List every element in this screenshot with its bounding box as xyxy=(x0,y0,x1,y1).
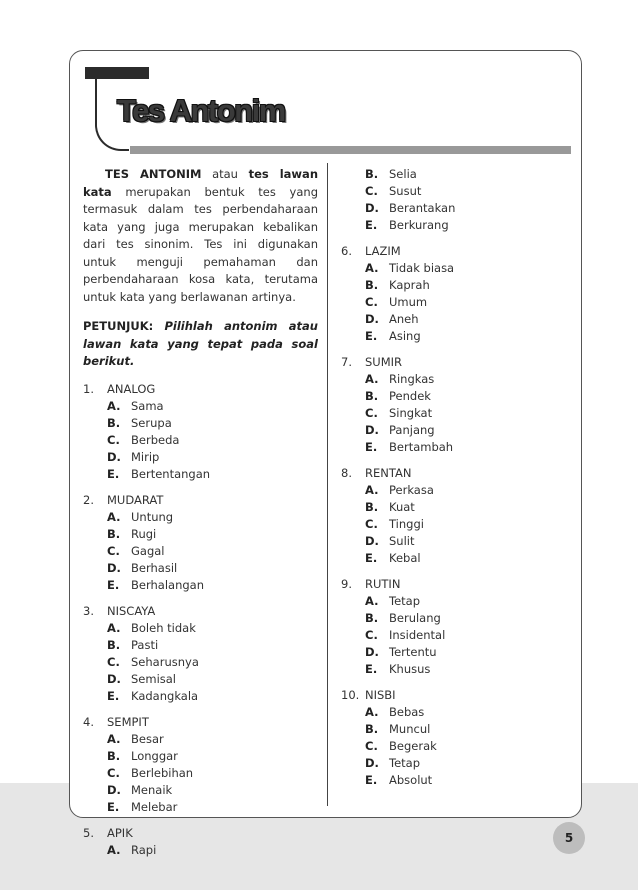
answer-option xyxy=(341,499,556,516)
option-text: Melebar xyxy=(131,799,178,814)
question-item xyxy=(341,354,556,456)
answer-option xyxy=(341,260,556,277)
option-letter: C. xyxy=(365,295,378,309)
option-letter: C. xyxy=(107,432,120,447)
option-text: Menaik xyxy=(131,782,173,797)
option-letter: D. xyxy=(365,423,379,437)
option-text: Pasti xyxy=(131,637,159,652)
option-text: Mirip xyxy=(131,449,160,464)
answer-option xyxy=(83,731,318,748)
question-header xyxy=(83,381,318,398)
option-letter: A. xyxy=(365,372,379,386)
answer-option xyxy=(83,688,318,705)
option-text: Perkasa xyxy=(389,483,434,497)
page-title: Tes Antonim xyxy=(117,93,285,128)
option-letter: C. xyxy=(365,628,378,642)
left-question-list xyxy=(83,381,318,859)
option-text: Kadangkala xyxy=(131,688,199,703)
question-header xyxy=(83,603,318,620)
answer-option xyxy=(83,415,318,432)
question-number: 9. xyxy=(341,577,352,591)
option-letter: B. xyxy=(365,722,379,736)
answer-option xyxy=(341,294,556,311)
option-letter: E. xyxy=(365,551,378,565)
answer-option xyxy=(83,543,318,560)
option-text: Rugi xyxy=(131,526,157,541)
option-text: Rapi xyxy=(131,842,157,857)
answer-option xyxy=(341,533,556,550)
title-decoration-bar xyxy=(85,67,149,79)
answer-option xyxy=(341,755,556,772)
option-text: Sulit xyxy=(389,534,415,548)
question-number: 2. xyxy=(83,492,94,507)
option-letter: E. xyxy=(107,466,120,481)
option-text: Berantakan xyxy=(389,201,456,215)
answer-option xyxy=(83,765,318,782)
option-letter: E. xyxy=(107,577,120,592)
question-header xyxy=(341,465,556,482)
answer-option xyxy=(83,466,318,483)
intro-paragraph xyxy=(83,166,318,306)
answer-option xyxy=(341,371,556,388)
answer-option xyxy=(341,183,556,200)
option-letter: C. xyxy=(365,739,378,753)
option-text: Umum xyxy=(389,295,428,309)
question-item xyxy=(83,603,318,705)
question-item xyxy=(341,687,556,789)
answer-option xyxy=(341,721,556,738)
option-text: Susut xyxy=(389,184,422,198)
answer-option xyxy=(341,704,556,721)
answer-option xyxy=(83,526,318,543)
option-text: Untung xyxy=(131,509,174,524)
question-number: 7. xyxy=(341,355,352,369)
option-text: Semisal xyxy=(131,671,177,686)
question-number: 8. xyxy=(341,466,352,480)
answer-option xyxy=(341,550,556,567)
answer-option xyxy=(341,610,556,627)
option-text: Tertentu xyxy=(389,645,437,659)
option-text: Tidak biasa xyxy=(389,261,455,275)
option-letter: C. xyxy=(365,517,378,531)
option-text: Boleh tidak xyxy=(131,620,196,635)
option-text: Berhasil xyxy=(131,560,178,575)
option-text: Berbeda xyxy=(131,432,180,447)
option-text: Ringkas xyxy=(389,372,435,386)
option-letter: D. xyxy=(107,782,121,797)
column-divider xyxy=(327,163,328,806)
left-column xyxy=(83,166,318,868)
answer-option xyxy=(83,398,318,415)
option-text: Asing xyxy=(389,329,421,343)
question-number: 5. xyxy=(83,825,94,840)
option-text: Singkat xyxy=(389,406,433,420)
answer-option xyxy=(83,449,318,466)
option-text: Serupa xyxy=(131,415,172,430)
intro-connector: atau xyxy=(201,167,249,181)
instruction-text: Pilihlah antonim atau lawan kata yang tepat pada soal berikut. xyxy=(83,319,318,368)
option-letter: E. xyxy=(365,218,378,232)
question-word: LAZIM xyxy=(365,244,401,258)
answer-option xyxy=(341,217,556,234)
question-word: RENTAN xyxy=(365,466,412,480)
answer-option xyxy=(341,661,556,678)
right-question-list xyxy=(341,243,556,789)
option-text: Pendek xyxy=(389,389,431,403)
option-text: Berlebihan xyxy=(131,765,194,780)
question-5-continuation xyxy=(341,166,556,234)
answer-option xyxy=(83,842,318,859)
option-text: Kebal xyxy=(389,551,421,565)
question-item xyxy=(83,381,318,483)
option-letter: E. xyxy=(107,688,120,703)
option-letter: C. xyxy=(107,543,120,558)
option-letter: A. xyxy=(107,842,121,857)
question-word: NISCAYA xyxy=(107,603,156,618)
option-text: Tinggi xyxy=(389,517,424,531)
intro-term-2: tes lawan kata xyxy=(83,167,319,199)
question-item xyxy=(83,714,318,816)
question-word: NISBI xyxy=(365,688,396,702)
option-text: Sama xyxy=(131,398,164,413)
right-column xyxy=(341,166,556,798)
option-letter: B. xyxy=(365,389,379,403)
page-number: 5 xyxy=(553,822,585,854)
option-letter: B. xyxy=(107,637,121,652)
option-letter: B. xyxy=(365,278,379,292)
option-letter: D. xyxy=(107,449,121,464)
option-text: Berulang xyxy=(389,611,441,625)
option-letter: E. xyxy=(365,662,378,676)
answer-option xyxy=(341,200,556,217)
question-number: 1. xyxy=(83,381,94,396)
answer-option xyxy=(83,654,318,671)
answer-option xyxy=(341,644,556,661)
answer-option xyxy=(83,799,318,816)
option-letter: B. xyxy=(365,167,379,181)
answer-option xyxy=(341,388,556,405)
option-letter: B. xyxy=(107,748,121,763)
option-text: Absolut xyxy=(389,773,433,787)
question-header xyxy=(83,492,318,509)
intro-body: merupakan bentuk tes yang termasuk dalam tes perbendaharaan kata yang juga merupakan kebalikan dari tes sinonim. Tes ini digunakan untuk menguji pemahaman dan perbendaharaan kosa kata, terutama untuk kata yang berlawanan artinya. xyxy=(83,184,318,304)
option-letter: C. xyxy=(107,654,120,669)
option-letter: C. xyxy=(365,184,378,198)
answer-option xyxy=(341,422,556,439)
question-word: ANALOG xyxy=(107,381,156,396)
question-header xyxy=(341,243,556,260)
question-word: SEMPIT xyxy=(107,714,149,729)
question-item xyxy=(341,465,556,567)
question-item xyxy=(83,825,318,859)
option-text: Longgar xyxy=(131,748,178,763)
question-header xyxy=(341,576,556,593)
question-word: APIK xyxy=(107,825,133,840)
title-rule xyxy=(130,146,571,154)
option-letter: B. xyxy=(107,526,121,541)
option-letter: D. xyxy=(365,534,379,548)
question-word: RUTIN xyxy=(365,577,401,591)
question-word: MUDARAT xyxy=(107,492,164,507)
option-text: Berhalangan xyxy=(131,577,204,592)
answer-option xyxy=(341,439,556,456)
answer-option xyxy=(83,509,318,526)
option-text: Besar xyxy=(131,731,164,746)
answer-option xyxy=(341,516,556,533)
option-text: Aneh xyxy=(389,312,419,326)
option-letter: B. xyxy=(107,415,121,430)
option-letter: A. xyxy=(107,398,121,413)
option-letter: D. xyxy=(365,756,379,770)
answer-option xyxy=(341,328,556,345)
option-letter: A. xyxy=(107,731,121,746)
option-letter: A. xyxy=(365,705,379,719)
intro-term: TES ANTONIM xyxy=(105,167,202,181)
option-text: Seharusnya xyxy=(131,654,199,669)
option-letter: E. xyxy=(365,440,378,454)
answer-option xyxy=(83,637,318,654)
option-text: Khusus xyxy=(389,662,431,676)
question-item xyxy=(341,243,556,345)
option-text: Bebas xyxy=(389,705,425,719)
question-item xyxy=(83,492,318,594)
option-letter: A. xyxy=(365,594,379,608)
answer-option xyxy=(83,671,318,688)
option-text: Bertambah xyxy=(389,440,454,454)
option-letter: B. xyxy=(365,500,379,514)
option-letter: D. xyxy=(107,560,121,575)
answer-option xyxy=(83,748,318,765)
option-text: Tetap xyxy=(389,594,421,608)
answer-option xyxy=(83,432,318,449)
option-text: Berkurang xyxy=(389,218,449,232)
question-header xyxy=(83,714,318,731)
option-text: Kuat xyxy=(389,500,415,514)
question-header xyxy=(83,825,318,842)
instruction xyxy=(83,318,318,371)
question-word: SUMIR xyxy=(365,355,403,369)
option-letter: A. xyxy=(365,261,379,275)
question-number: 4. xyxy=(83,714,94,729)
option-text: Muncul xyxy=(389,722,431,736)
answer-option xyxy=(341,772,556,789)
option-text: Tetap xyxy=(389,756,421,770)
answer-option xyxy=(341,166,556,183)
question-header xyxy=(341,687,556,704)
answer-option xyxy=(341,738,556,755)
option-letter: A. xyxy=(107,509,121,524)
option-letter: D. xyxy=(365,645,379,659)
option-letter: D. xyxy=(365,201,379,215)
option-text: Selia xyxy=(389,167,417,181)
option-text: Insidental xyxy=(389,628,446,642)
option-text: Panjang xyxy=(389,423,435,437)
option-text: Gagal xyxy=(131,543,165,558)
question-item xyxy=(341,576,556,678)
option-letter: E. xyxy=(107,799,120,814)
answer-option xyxy=(341,405,556,422)
option-text: Kaprah xyxy=(389,278,430,292)
option-letter: A. xyxy=(107,620,121,635)
question-header xyxy=(341,354,556,371)
answer-option xyxy=(341,593,556,610)
question-number: 3. xyxy=(83,603,94,618)
question-number: 10. xyxy=(341,688,360,702)
answer-option xyxy=(83,782,318,799)
option-letter: C. xyxy=(365,406,378,420)
option-text: Bertentangan xyxy=(131,466,211,481)
answer-option xyxy=(83,560,318,577)
option-text: Begerak xyxy=(389,739,437,753)
answer-option xyxy=(341,482,556,499)
answer-option xyxy=(83,577,318,594)
instruction-label: PETUNJUK: xyxy=(83,319,154,333)
option-letter: E. xyxy=(365,773,378,787)
option-letter: B. xyxy=(365,611,379,625)
option-letter: A. xyxy=(365,483,379,497)
answer-option xyxy=(341,627,556,644)
answer-option xyxy=(341,277,556,294)
answer-option xyxy=(341,311,556,328)
option-letter: E. xyxy=(365,329,378,343)
answer-option xyxy=(83,620,318,637)
question-number: 6. xyxy=(341,244,352,258)
option-letter: D. xyxy=(107,671,121,686)
option-letter: C. xyxy=(107,765,120,780)
option-letter: D. xyxy=(365,312,379,326)
